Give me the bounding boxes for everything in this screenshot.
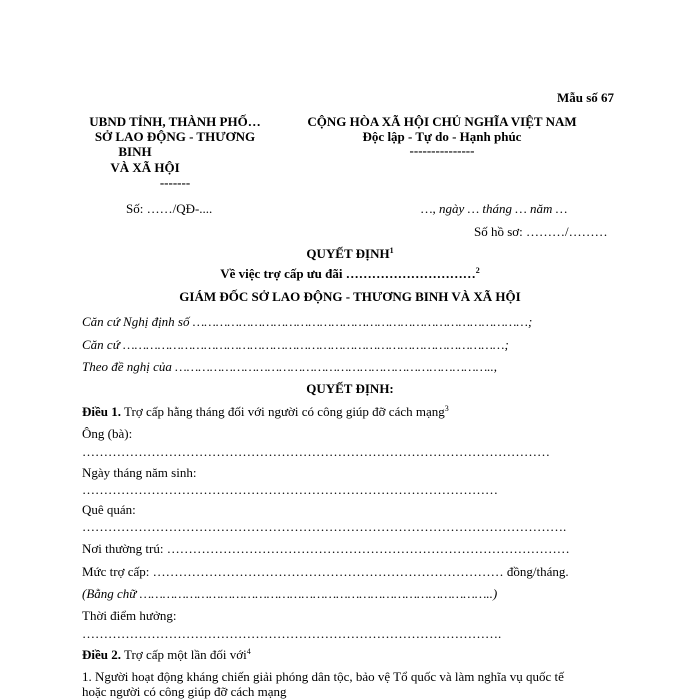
- article-1-footnote: 3: [444, 404, 449, 413]
- file-number: Số hồ sơ: ………/………: [474, 224, 608, 239]
- article-2: Điều 2. Trợ cấp một lần đối với$^4$: [82, 647, 251, 662]
- residence-field: Nơi thường trú: …………………………………………………………………………………: [82, 541, 570, 556]
- national-divider: ---------------: [409, 143, 475, 158]
- name-label: Ông (bà):: [82, 426, 133, 441]
- document-title: QUYẾT ĐỊNH$^1$: [306, 246, 394, 261]
- agency-line2: SỞ LAO ĐỘNG - THƯƠNG: [94, 129, 256, 144]
- dob-dots: ……………………………………………………………………………………: [82, 482, 498, 497]
- dob-label: Ngày tháng năm sinh:: [82, 465, 197, 480]
- name-dots: ………………………………………………………………………………………………: [82, 444, 550, 459]
- agency-line1: UBND TỈNH, THÀNH PHỐ…: [89, 114, 261, 129]
- basis-other: Căn cứ ………………………………………………………………………………………;: [82, 337, 509, 352]
- decision-heading: QUYẾT ĐỊNH:: [306, 381, 394, 396]
- amount-in-words: (Bằng chữ ………………………………………………………………………………..): [82, 586, 498, 601]
- issue-date: …, ngày … tháng … năm …: [421, 201, 568, 216]
- hometown-dots: ………………………………………………………………………………………………….: [82, 519, 567, 534]
- agency-line3: BINH: [118, 144, 152, 159]
- effective-time-dots: …………………………………………………………………………………….: [82, 626, 502, 641]
- basis-decree: Căn cứ Nghị định số ……………………………………………………………………………;: [82, 314, 533, 329]
- article-2-item-1-line1: 1. Người hoạt động kháng chiến giải phóng dân tộc, bảo vệ Tổ quốc và làm nghĩa vụ quốc tế: [82, 669, 564, 684]
- title-footnote: 1: [389, 246, 394, 255]
- decision-number: Số: ……/QĐ-....: [126, 201, 213, 216]
- allowance-field: Mức trợ cấp: ……………………………………………………………………… đồng/tháng.: [82, 564, 569, 579]
- hometown-label: Quê quán:: [82, 502, 136, 517]
- national-title: CỘNG HÒA XÃ HỘI CHỦ NGHĨA VIỆT NAM: [307, 114, 577, 129]
- basis-proposal: Theo đề nghị của ………………………………………………………………………..,: [82, 359, 497, 374]
- subject-footnote: 2: [475, 266, 480, 275]
- article-2-item-1-line2: hoặc người có công giúp đỡ cách mạng: [82, 684, 287, 699]
- agency-line4: VÀ XÃ HỘI: [110, 160, 180, 175]
- document-subject: Về việc trợ cấp ưu đãi …………………………$^2$: [220, 266, 480, 281]
- effective-time-label: Thời điểm hưởng:: [82, 608, 177, 623]
- national-motto: Độc lập - Tự do - Hạnh phúc: [362, 129, 522, 144]
- article-1: Điều 1. Trợ cấp hằng tháng đối với người có công giúp đỡ cách mạng$^3$: [82, 404, 449, 419]
- agency-divider: -------: [159, 175, 191, 190]
- issuing-authority: GIÁM ĐỐC SỞ LAO ĐỘNG - THƯƠNG BINH VÀ XÃ HỘI: [179, 289, 521, 304]
- article-2-footnote: 4: [246, 647, 251, 656]
- form-number: Mẫu số 67: [557, 90, 615, 105]
